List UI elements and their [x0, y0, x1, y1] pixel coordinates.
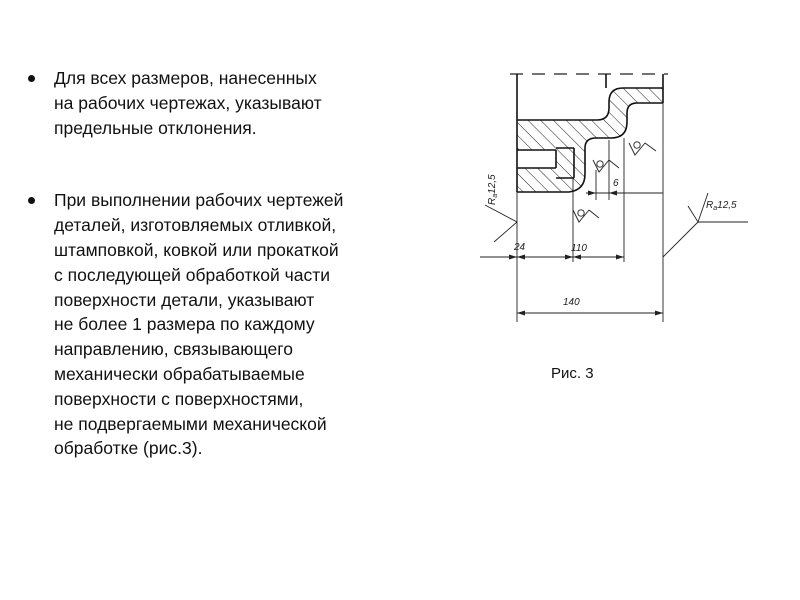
- dimension-110-label: 110: [571, 243, 587, 254]
- surface-symbol-icon: [573, 210, 599, 222]
- roughness-left-symbol: R: [487, 197, 498, 205]
- bullet-2-line: При выполнении рабочих чертежей: [54, 190, 344, 211]
- bullet-2-line: направлению, связывающего: [54, 339, 294, 360]
- roughness-right-sub: a: [713, 205, 718, 212]
- bullet-2-line: штамповкой, ковкой или прокаткой: [54, 239, 339, 260]
- roughness-leader-left: [485, 205, 517, 242]
- roughness-right-symbol: R: [706, 200, 714, 211]
- bullet-2-line: деталей, изготовляемых отливкой,: [54, 215, 337, 236]
- roughness-left-value: 12,5: [487, 174, 498, 194]
- bullet-2-line: поверхности детали, указывают: [54, 289, 315, 310]
- figure-caption: Рис. 3: [551, 365, 594, 382]
- roughness-right-value: 12,5: [717, 200, 737, 211]
- dimension-24-label: 24: [514, 242, 526, 253]
- roughness-label-right: [706, 200, 737, 212]
- bullet-1-line: на рабочих чертежах, указывают: [54, 92, 322, 113]
- roughness-label-left: [487, 174, 499, 205]
- bullet-2-line: обработке (рис.3).: [54, 438, 203, 459]
- bullet-2-line: поверхности с поверхностями,: [54, 388, 304, 409]
- svg-text:Ra12,5: [487, 174, 499, 205]
- bullet-1-line: предельные отклонения.: [54, 117, 257, 138]
- dimension-140-label: 140: [563, 297, 580, 308]
- roughness-left-sub: a: [492, 193, 499, 198]
- bullet-2-line: механически обрабатываемые: [54, 363, 305, 384]
- bullet-2-line: не более 1 размера по каждому: [54, 314, 315, 335]
- surface-symbol-icon: [629, 142, 656, 155]
- dimension-6-label: 6: [613, 178, 619, 189]
- bullet-2-line: не подвергаемыми механической: [54, 413, 327, 434]
- bullet-1-line: Для всех размеров, нанесенных: [54, 68, 317, 88]
- bullet-2-line: с последующей обработкой части: [54, 264, 331, 285]
- surface-symbol-icon: [593, 160, 619, 172]
